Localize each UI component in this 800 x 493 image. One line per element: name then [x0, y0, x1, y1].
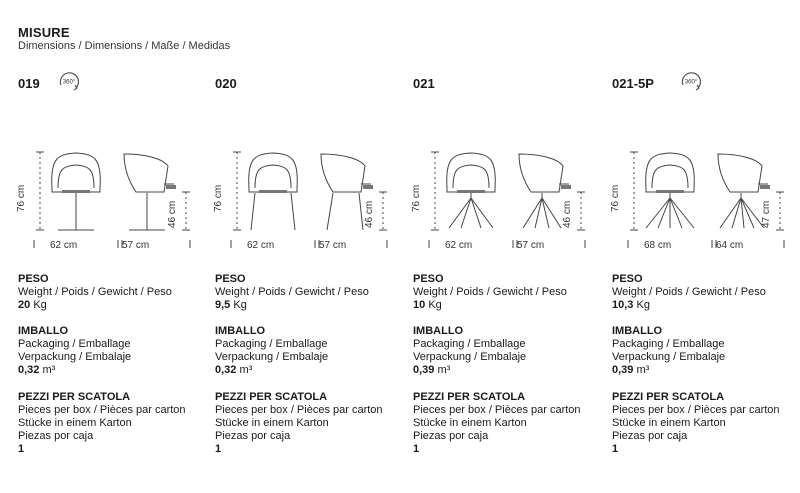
- depth-dimension: 57 cm: [517, 240, 545, 251]
- height-dimension: 76 cm: [411, 184, 422, 212]
- packaging-heading: IMBALLO: [612, 325, 663, 337]
- volume-value: 0,39: [612, 364, 634, 376]
- volume-value-row: [18, 364, 131, 377]
- pieces-value: 1: [18, 443, 25, 455]
- model-column-020: [215, 0, 405, 493]
- weight-heading: PESO: [215, 273, 246, 285]
- packaging-heading: IMBALLO: [413, 325, 464, 337]
- page-subtitle: Dimensions / Dimensions / Maße / Medidas: [18, 40, 231, 52]
- weight-heading: PESO: [612, 273, 643, 285]
- packaging-subtitle-1: Packaging / Emballage: [18, 338, 131, 350]
- seat-height-dimension: 46 cm: [364, 200, 375, 228]
- pieces-subtitle-1: Pieces per box / Pièces par carton: [413, 404, 581, 416]
- packaging-subtitle-1: Packaging / Emballage: [215, 338, 328, 350]
- volume-unit: m³: [636, 364, 650, 376]
- pieces-heading: PEZZI PER SCATOLA: [612, 391, 725, 403]
- packaging-subtitle-2: Verpackung / Embalaje: [612, 351, 726, 363]
- front-view-chair: [447, 153, 496, 193]
- weight-unit: Kg: [33, 299, 47, 311]
- seat-height-dimension: 46 cm: [562, 200, 573, 228]
- page-title: MISURE: [18, 25, 70, 40]
- weight-subtitle: Weight / Poids / Gewicht / Peso: [215, 286, 369, 298]
- side-view-chair: [321, 154, 373, 192]
- pieces-section: [612, 391, 780, 456]
- pieces-value: 1: [215, 443, 222, 455]
- weight-heading: PESO: [18, 273, 49, 285]
- rotation-360-icon: [678, 68, 704, 94]
- model-code: 020: [215, 76, 237, 91]
- packaging-section: [413, 325, 526, 377]
- weight-section: [18, 273, 172, 312]
- volume-unit: m³: [42, 364, 56, 376]
- rotation-label: 360°: [684, 79, 698, 86]
- height-dimension: 76 cm: [213, 184, 224, 212]
- weight-value-row: [18, 299, 172, 312]
- volume-unit: m³: [239, 364, 253, 376]
- weight-value: 20: [18, 299, 31, 311]
- front-view-chair: [249, 153, 298, 193]
- pieces-section: [18, 391, 186, 456]
- packaging-heading: IMBALLO: [215, 325, 266, 337]
- weight-section: [215, 273, 369, 312]
- height-dimension: 76 cm: [610, 184, 621, 212]
- volume-value: 0,32: [18, 364, 40, 376]
- front-view-chair: [646, 153, 695, 193]
- pieces-subtitle-2: Stücke in einem Karton: [612, 417, 726, 429]
- seat-height-dimension: 47 cm: [761, 200, 772, 228]
- chair-drawing: [409, 140, 609, 255]
- model-code: 021-5P: [612, 76, 654, 91]
- volume-unit: m³: [437, 364, 451, 376]
- pieces-subtitle-3: Piezas por caja: [612, 430, 688, 442]
- volume-value-row: [215, 364, 328, 377]
- pieces-subtitle-3: Piezas por caja: [18, 430, 94, 442]
- front-view-chair: [52, 153, 101, 193]
- height-dimension: 76 cm: [16, 184, 27, 212]
- volume-value-row: [612, 364, 725, 377]
- chair-drawing: [14, 140, 214, 255]
- pieces-subtitle-2: Stücke in einem Karton: [18, 417, 132, 429]
- model-column-019: [18, 0, 208, 493]
- packaging-subtitle-1: Packaging / Emballage: [612, 338, 725, 350]
- depth-dimension: 64 cm: [716, 240, 744, 251]
- seat-height-dimension: 46 cm: [167, 200, 178, 228]
- pieces-heading: PEZZI PER SCATOLA: [18, 391, 131, 403]
- weight-subtitle: Weight / Poids / Gewicht / Peso: [18, 286, 172, 298]
- weight-heading: PESO: [413, 273, 444, 285]
- chair-drawing: [608, 140, 800, 255]
- model-code: 021: [413, 76, 435, 91]
- weight-section: [612, 273, 766, 312]
- weight-value-row: [215, 299, 369, 312]
- pieces-value: 1: [612, 443, 619, 455]
- volume-value: 0,39: [413, 364, 435, 376]
- weight-value: 9,5: [215, 299, 231, 311]
- packaging-subtitle-2: Verpackung / Embalaje: [413, 351, 527, 363]
- pieces-subtitle-1: Pieces per box / Pièces par carton: [215, 404, 383, 416]
- volume-value: 0,32: [215, 364, 237, 376]
- weight-value-row: [612, 299, 766, 312]
- pieces-subtitle-2: Stücke in einem Karton: [215, 417, 329, 429]
- pieces-heading: PEZZI PER SCATOLA: [413, 391, 526, 403]
- pieces-subtitle-3: Piezas por caja: [413, 430, 489, 442]
- chair-drawing: [211, 140, 411, 255]
- rotation-360-icon: [56, 68, 82, 94]
- volume-value-row: [413, 364, 526, 377]
- pieces-value: 1: [413, 443, 420, 455]
- weight-section: [413, 273, 567, 312]
- packaging-section: [215, 325, 328, 377]
- weight-subtitle: Weight / Poids / Gewicht / Peso: [413, 286, 567, 298]
- weight-value: 10: [413, 299, 426, 311]
- side-view-chair: [718, 154, 770, 192]
- pieces-section: [413, 391, 581, 456]
- depth-dimension: 57 cm: [122, 240, 150, 251]
- pieces-subtitle-1: Pieces per box / Pièces par carton: [612, 404, 780, 416]
- width-dimension: 62 cm: [247, 240, 275, 251]
- packaging-subtitle-1: Packaging / Emballage: [413, 338, 526, 350]
- weight-subtitle: Weight / Poids / Gewicht / Peso: [612, 286, 766, 298]
- model-column-021-5P: [612, 0, 800, 493]
- model-column-021: [413, 0, 603, 493]
- pieces-heading: PEZZI PER SCATOLA: [215, 391, 328, 403]
- pieces-subtitle-2: Stücke in einem Karton: [413, 417, 527, 429]
- weight-unit: Kg: [636, 299, 650, 311]
- width-dimension: 68 cm: [644, 240, 672, 251]
- pieces-subtitle-1: Pieces per box / Pièces par carton: [18, 404, 186, 416]
- weight-value-row: [413, 299, 567, 312]
- side-view-chair: [519, 154, 571, 192]
- packaging-heading: IMBALLO: [18, 325, 69, 337]
- side-view-chair: [124, 154, 176, 192]
- model-code: 019: [18, 76, 40, 91]
- rotation-label: 360°: [62, 79, 76, 86]
- weight-unit: Kg: [233, 299, 247, 311]
- packaging-subtitle-2: Verpackung / Embalaje: [215, 351, 329, 363]
- depth-dimension: 57 cm: [319, 240, 347, 251]
- packaging-section: [18, 325, 131, 377]
- packaging-subtitle-2: Verpackung / Embalaje: [18, 351, 132, 363]
- packaging-section: [612, 325, 725, 377]
- width-dimension: 62 cm: [50, 240, 78, 251]
- width-dimension: 62 cm: [445, 240, 473, 251]
- weight-value: 10,3: [612, 299, 634, 311]
- weight-unit: Kg: [428, 299, 442, 311]
- pieces-section: [215, 391, 383, 456]
- pieces-subtitle-3: Piezas por caja: [215, 430, 291, 442]
